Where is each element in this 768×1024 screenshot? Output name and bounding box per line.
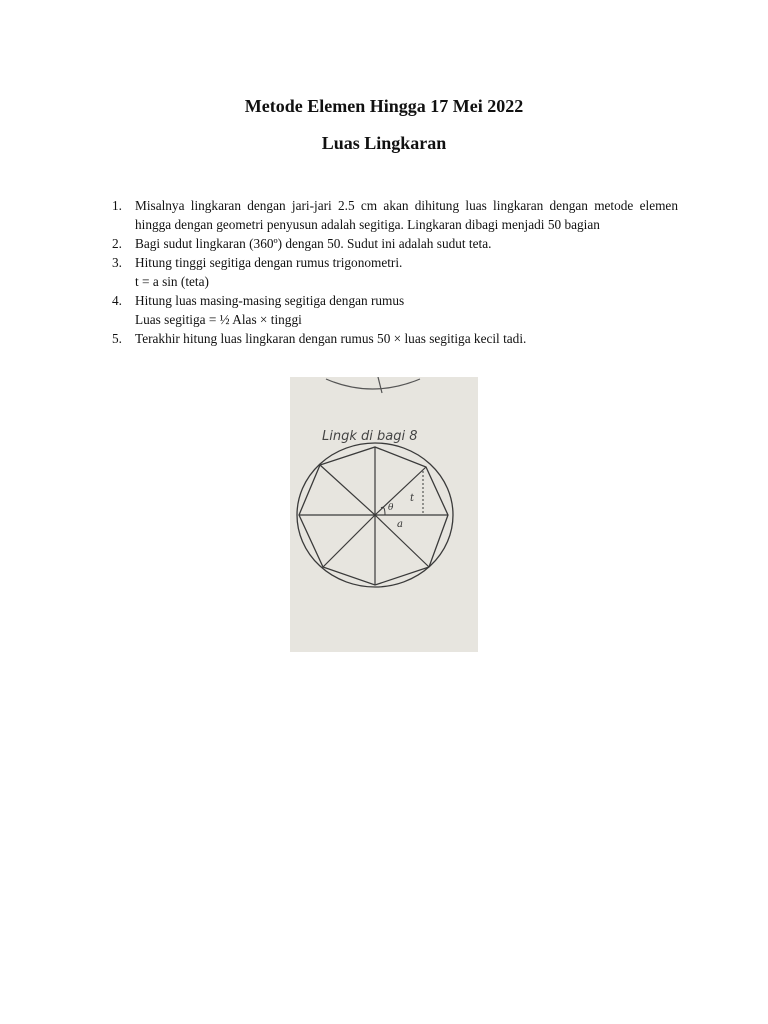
step-text: Terakhir hitung luas lingkaran dengan rumus 50 × luas segitiga kecil tadi.: [135, 331, 527, 346]
step-number: 2.: [112, 236, 122, 251]
base-label: a: [397, 519, 403, 530]
handwritten-sketch-photo: [290, 377, 478, 652]
handwritten-caption: Lingk di bagi 8: [322, 429, 418, 444]
document-title: Metode Elemen Hingga 17 Mei 2022: [244, 96, 524, 116]
step-text: Hitung luas masing-masing segitiga dengan rumus: [135, 293, 405, 308]
steps-list: [112, 196, 678, 348]
step-text: Misalnya lingkaran dengan jari-jari 2.5 cm akan dihitung luas lingkaran dengan metode elemen hingga dengan geometri penyusun adalah segitiga. Lingkaran dibagi menjadi 50 bagian: [135, 198, 678, 232]
step-text: Hitung tinggi segitiga dengan rumus trigonometri.: [135, 255, 403, 270]
circle-sketch: [290, 377, 478, 652]
step-number: 3.: [112, 255, 122, 270]
step-formula: Luas segitiga = ½ Alas × tinggi: [135, 312, 302, 327]
step-number: 5.: [112, 331, 122, 346]
list-item: [112, 234, 678, 253]
list-item: [112, 196, 678, 234]
step-text: Bagi sudut lingkaran (360º) dengan 50. Sudut ini adalah sudut teta.: [135, 236, 492, 251]
list-item: [112, 253, 678, 291]
document-subtitle: Luas Lingkaran: [321, 133, 447, 153]
step-number: 4.: [112, 293, 122, 308]
height-label: t: [410, 493, 415, 504]
step-formula: t = a sin (teta): [135, 274, 209, 289]
list-item: [112, 291, 678, 329]
angle-label: θ: [388, 503, 394, 513]
list-item: [112, 329, 678, 348]
step-number: 1.: [112, 198, 122, 213]
